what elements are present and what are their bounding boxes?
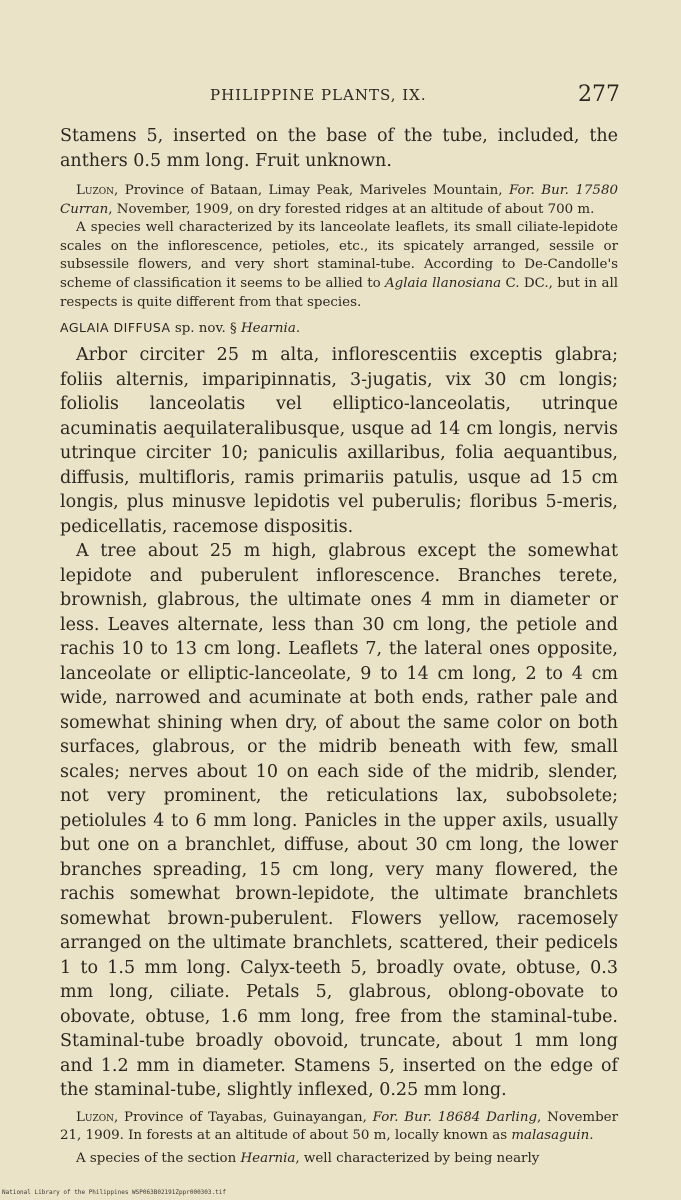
species-name: AGLAIA DIFFUSA <box>60 320 171 336</box>
collection-number: For. Bur. 17580 Curran <box>60 183 618 217</box>
section-name: Hearnia. <box>240 321 301 337</box>
english-description: A tree about 25 m high, glabrous except the somewhat lepidote and puberulent inflorescence. Branches terete, brownish, glabrous, the ultimate ones 4 mm in diameter or less. Leaves alternate, less than 30 cm long, the petiole and rachis 10 to 13 cm long. Leaflets 7, the lateral ones opposite, lanceolate or elliptic-lanceolate, 9 to 14 cm long, 2 to 4 cm wide, narrowed and acuminate at both ends, rather pale and somewhat shining when dry, of about the same color on both surfaces, glabrous, or the midrib beneath with few, small scales; nerves about 10 on each side of the midrib, slender, not very prominent, the reticulations lax, subobsolete; petiolules 4 to 6 mm long. Panicles in the upper axils, usually but one on a branchlet, diffuse, about 30 cm long, the lower branches spreading, 15 cm long, very many flowered, the rachis somewhat brown-lepidote, the ultimate branchlets somewhat brown-puberulent. Flowers yellow, racemosely arranged on the ultimate branchlets, scattered, their pedicels 1 to 1.5 mm long. Calyx-teeth 5, broadly ovate, obtuse, 0.3 mm long, ciliate. Petals 5, glabrous, oblong-obovate to obovate, obtuse, 1.6 mm long, free from the staminal-tube. Staminal-tube broadly obovoid, truncate, about 1 mm long and 1.2 mm in diameter. Stamens 5, inserted on the edge of the staminal-tube, slightly inflexed, 0.25 mm long. <box>60 541 618 1101</box>
collection-number: For. Bur. 18684 Darling <box>372 1109 538 1125</box>
specimen-citation-1: Luzon, Province of Bataan, Limay Peak, Mariveles Mountain, For. Bur. 17580 Curran, November, 1909, on dry forested ridges at an altitude of about 700 m. <box>60 183 618 217</box>
specimen-citation-2: Luzon, Province of Tayabas, Guinayangan, For. Bur. 18684 Darling, November 21, 1909. In forests at an altitude of about 50 m, locally known as malasaguin. <box>60 1109 618 1144</box>
section-name: Hearnia <box>240 1150 296 1166</box>
scan-footer: National Library of the Philippines WSP063B02191Zppr000303.tif <box>2 1189 226 1196</box>
vernacular-name: malasaguin. <box>511 1128 594 1144</box>
species-heading: AGLAIA DIFFUSA sp. nov. § Hearnia. <box>60 320 301 337</box>
related-species: Aglaia llanosiana <box>385 275 502 291</box>
locality-label: Luzon <box>76 1109 114 1125</box>
locality-label: Luzon <box>76 183 114 198</box>
species-remarks-2: A species of the section Hearnia, well characterized by being nearly <box>76 1150 540 1166</box>
species-remarks-1: A species well characterized by its lanceolate leaflets, its small ciliate-lepidote scales on the inflorescence, petioles, etc., its spicately arranged, sessile or subsessile flowers, and very short staminal-tube. According to De-Candolle's scheme of classification it seems to be allied to Aglaia llanosiana C. DC., but in all respects is quite different from that species. <box>60 220 619 310</box>
latin-description: Arbor circiter 25 m alta, inflorescentiis exceptis glabra; foliis alternis, imparipinnatis, 3-jugatis, vix 30 cm longis; foliolis lanceolatis vel elliptico-lanceolatis, utrinque acuminatis aequilateralibusque, usque ad 14 cm longis, nervis utrinque circiter 10; paniculis axillaribus, folia aequantibus, diffusis, multifloris, ramis primariis patulis, usque ad 15 cm longis, plus minusve lepidotis vel puberulis; floribus 5-meris, pedicellatis, racemose dispositis. <box>60 345 618 537</box>
page-body <box>60 124 618 1168</box>
page-number: 277 <box>578 82 620 107</box>
page-header <box>60 84 620 114</box>
running-head: PHILIPPINE PLANTS, IX. <box>210 86 427 104</box>
stamens-paragraph: Stamens 5, inserted on the base of the tube, included, the anthers 0.5 mm long. Fruit unknown. <box>60 126 618 171</box>
